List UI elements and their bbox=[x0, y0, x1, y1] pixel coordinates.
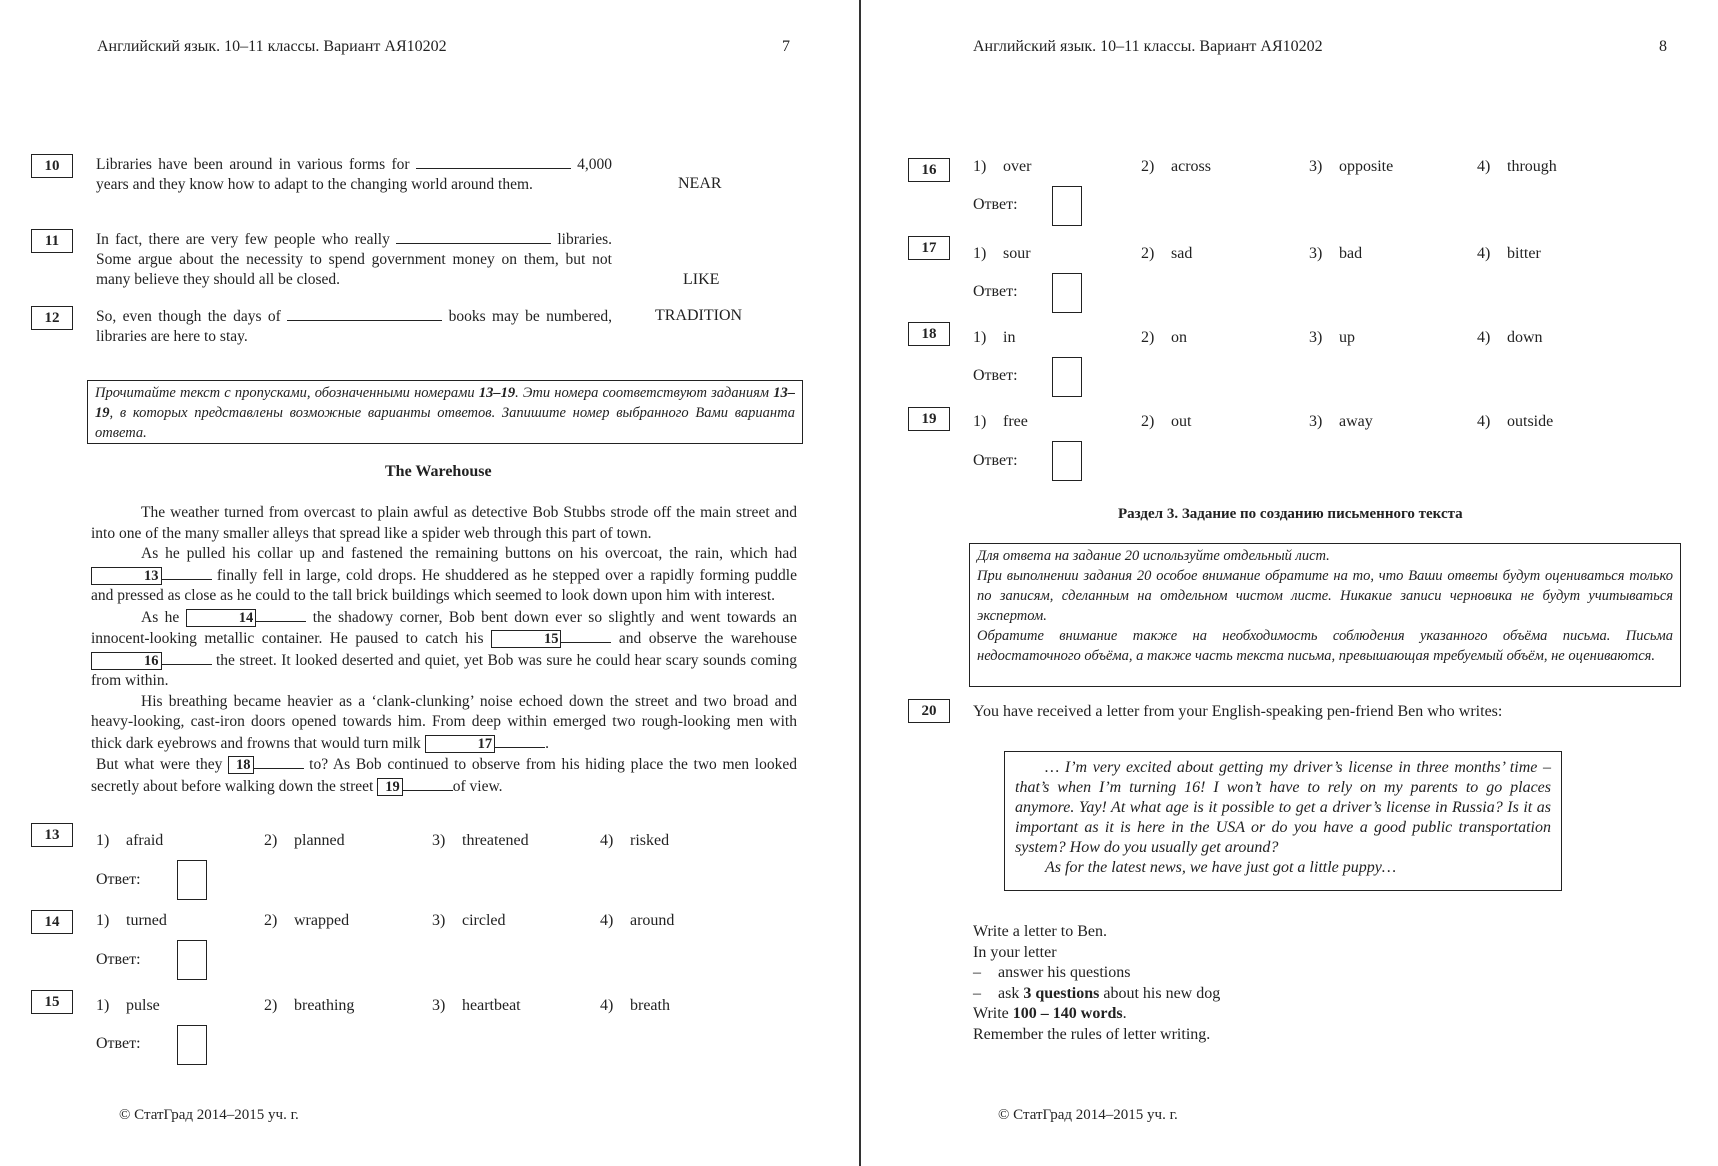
answer-label: Ответ: bbox=[973, 196, 1018, 213]
word-formation-text-10: Libraries have been around in various forms for 4,000 years and they know how to adapt to the changing world around them. bbox=[96, 156, 613, 193]
friend-letter: … I’m very excited about getting my driver’s license in three months’ time – that’s when I’m turning 16! I won’t have to rely on my parents to go places anymore. Yay! At what age is it possible to get a driver’s license in Russia? Is it as important as it is here in the USA or do you have a good public transportation system? How do you usually get around? As for the latest news, we have just got a little puppy… bbox=[1004, 751, 1562, 891]
answer-label: Ответ: bbox=[973, 283, 1018, 300]
writing-instruction: Для ответа на задание 20 используйте отдельный лист. При выполнении задания 20 особое внимание обратите на то, что Ваши ответы будут оцениваться только по записям, сделанным на отдельном чистом листе. Никакие записи черновика не будут учитываться экспертом. Обратите внимание также на необходимость соблюдения указанного объёма письма. Письма недостаточного объёма, а также часть текста письма, превышающая требуемый объём, не оцениваются. bbox=[969, 543, 1681, 687]
option-4[interactable]: 4) down bbox=[1477, 329, 1543, 346]
answer-box-16[interactable] bbox=[1052, 186, 1082, 226]
root-word-10: NEAR bbox=[678, 175, 722, 192]
story-title: The Warehouse bbox=[385, 463, 492, 480]
page-header: Английский язык. 10–11 классы. Вариант АЯ10202 bbox=[97, 38, 447, 55]
page-number: 7 bbox=[782, 38, 790, 55]
option-3[interactable]: 3) circled bbox=[432, 912, 506, 929]
task-number-19: 19 bbox=[908, 407, 950, 431]
word-formation-text-12: So, even though the days of books may be numbered, libraries are here to stay. bbox=[96, 308, 613, 345]
task-number-13: 13 bbox=[31, 823, 73, 847]
option-4[interactable]: 4) bitter bbox=[1477, 245, 1541, 262]
option-3[interactable]: 3) away bbox=[1309, 413, 1373, 430]
option-4[interactable]: 4) around bbox=[600, 912, 675, 929]
root-word-12: TRADITION bbox=[655, 307, 743, 324]
gap-17: 17 bbox=[425, 735, 496, 753]
root-word-11: LIKE bbox=[683, 271, 720, 288]
story-paragraph: But what were they 18 to? As Bob continued to observe from his hiding place the two men looked secretly about before walking down the street 19 of view. bbox=[91, 756, 797, 795]
reading-instruction: Прочитайте текст с пропусками, обозначенными номерами 13–19. Эти номера соответствуют заданиям 13–19, в которых представлены возможные варианты ответов. Запишите номер выбранного Вами варианта ответа. bbox=[87, 380, 803, 444]
task20-intro: You have received a letter from your English-speaking pen-friend Ben who writes: bbox=[973, 703, 1503, 720]
story-paragraph: As he pulled his collar up and fastened the remaining buttons on his overcoat, the rain, which had 13 finally fell in large, cold drops. He shuddered as he stepped over a rapidly forming puddle and pressed as close as he could to the tall brick buildings which seemed to look down upon him with interest. bbox=[91, 545, 797, 604]
option-2[interactable]: 2) across bbox=[1141, 158, 1211, 175]
page-header: Английский язык. 10–11 классы. Вариант АЯ10202 bbox=[973, 38, 1323, 55]
answer-box-14[interactable] bbox=[177, 940, 207, 980]
option-3[interactable]: 3) heartbeat bbox=[432, 997, 521, 1014]
answer-blank[interactable] bbox=[396, 229, 551, 244]
option-1[interactable]: 1) afraid bbox=[96, 832, 164, 849]
task-number-16: 16 bbox=[908, 158, 950, 182]
option-3[interactable]: 3) bad bbox=[1309, 245, 1363, 262]
option-3[interactable]: 3) opposite bbox=[1309, 158, 1394, 175]
gap-13: 13 bbox=[91, 567, 162, 585]
right-page bbox=[862, 0, 1718, 1166]
footer: © СтатГрад 2014–2015 уч. г. bbox=[998, 1107, 1178, 1123]
option-1[interactable]: 1) free bbox=[973, 413, 1028, 430]
option-1[interactable]: 1) over bbox=[973, 158, 1032, 175]
option-2[interactable]: 2) planned bbox=[264, 832, 345, 849]
story-paragraph: As he 14 the shadowy corner, Bob bent down ever so slightly and went towards an innocent-looking metallic container. He paused to catch his 15 and observe the warehouse 16 the street. It looked deserted and quiet, yet Bob was sure he could hear scary sounds coming from within. bbox=[91, 608, 797, 689]
task-number-15: 15 bbox=[31, 990, 73, 1014]
answer-label: Ответ: bbox=[96, 871, 141, 888]
option-3[interactable]: 3) up bbox=[1309, 329, 1355, 346]
answer-label: Ответ: bbox=[973, 452, 1018, 469]
answer-blank[interactable] bbox=[287, 306, 442, 321]
answer-box-15[interactable] bbox=[177, 1025, 207, 1065]
task-number-14: 14 bbox=[31, 910, 73, 934]
task-number-18: 18 bbox=[908, 322, 950, 346]
task-number-20: 20 bbox=[908, 699, 950, 723]
option-4[interactable]: 4) outside bbox=[1477, 413, 1554, 430]
task-number-12: 12 bbox=[31, 306, 73, 330]
answer-box-18[interactable] bbox=[1052, 357, 1082, 397]
task-number-17: 17 bbox=[908, 236, 950, 260]
option-1[interactable]: 1) in bbox=[973, 329, 1016, 346]
option-2[interactable]: 2) out bbox=[1141, 413, 1192, 430]
answer-label: Ответ: bbox=[96, 951, 141, 968]
word-formation-text-11: In fact, there are very few people who really libraries. Some argue about the necessity to spend government money on them, but not many believe they should all be closed. bbox=[96, 231, 612, 288]
option-4[interactable]: 4) risked bbox=[600, 832, 670, 849]
task20-instructions: Write a letter to Ben. In your letter – answer his questions – ask 3 questions about his new dog Write 100 – 140 words. Remember the rules of letter writing. bbox=[973, 923, 1221, 1043]
answer-blank[interactable] bbox=[416, 154, 571, 169]
answer-box-19[interactable] bbox=[1052, 441, 1082, 481]
option-2[interactable]: 2) sad bbox=[1141, 245, 1193, 262]
gap-16: 16 bbox=[91, 652, 162, 670]
gap-18: 18 bbox=[228, 756, 254, 774]
story-paragraph: His breathing became heavier as a ‘clank-clunking’ noise echoed down the street and two broad and heavy-looking, cast-iron doors opened towards him. From deep within emerged two rough-looking men with thick dark eyebrows and frowns that would turn milk 17 . bbox=[91, 692, 797, 752]
option-1[interactable]: 1) turned bbox=[96, 912, 167, 929]
task-number-10: 10 bbox=[31, 154, 73, 178]
answer-box-17[interactable] bbox=[1052, 273, 1082, 313]
story-paragraph: The weather turned from overcast to plain awful as detective Bob Stubbs strode off the main street and into one of the many smaller alleys that spread like a spider web through this part of town. bbox=[91, 504, 797, 542]
option-1[interactable]: 1) pulse bbox=[96, 997, 160, 1014]
task-number-11: 11 bbox=[31, 229, 73, 253]
gap-14: 14 bbox=[186, 609, 257, 627]
option-2[interactable]: 2) breathing bbox=[264, 997, 355, 1014]
answer-label: Ответ: bbox=[96, 1035, 141, 1052]
option-4[interactable]: 4) through bbox=[1477, 158, 1557, 175]
answer-label: Ответ: bbox=[973, 367, 1018, 384]
option-4[interactable]: 4) breath bbox=[600, 997, 670, 1014]
option-3[interactable]: 3) threatened bbox=[432, 832, 529, 849]
footer: © СтатГрад 2014–2015 уч. г. bbox=[119, 1107, 299, 1123]
gap-15: 15 bbox=[491, 630, 562, 648]
story-text bbox=[91, 503, 797, 797]
option-2[interactable]: 2) on bbox=[1141, 329, 1187, 346]
option-1[interactable]: 1) sour bbox=[973, 245, 1031, 262]
gap-19: 19 bbox=[377, 778, 403, 796]
answer-box-13[interactable] bbox=[177, 860, 207, 900]
section-title: Раздел 3. Задание по созданию письменного текста bbox=[1118, 506, 1463, 522]
page-number: 8 bbox=[1659, 38, 1667, 55]
option-2[interactable]: 2) wrapped bbox=[264, 912, 350, 929]
